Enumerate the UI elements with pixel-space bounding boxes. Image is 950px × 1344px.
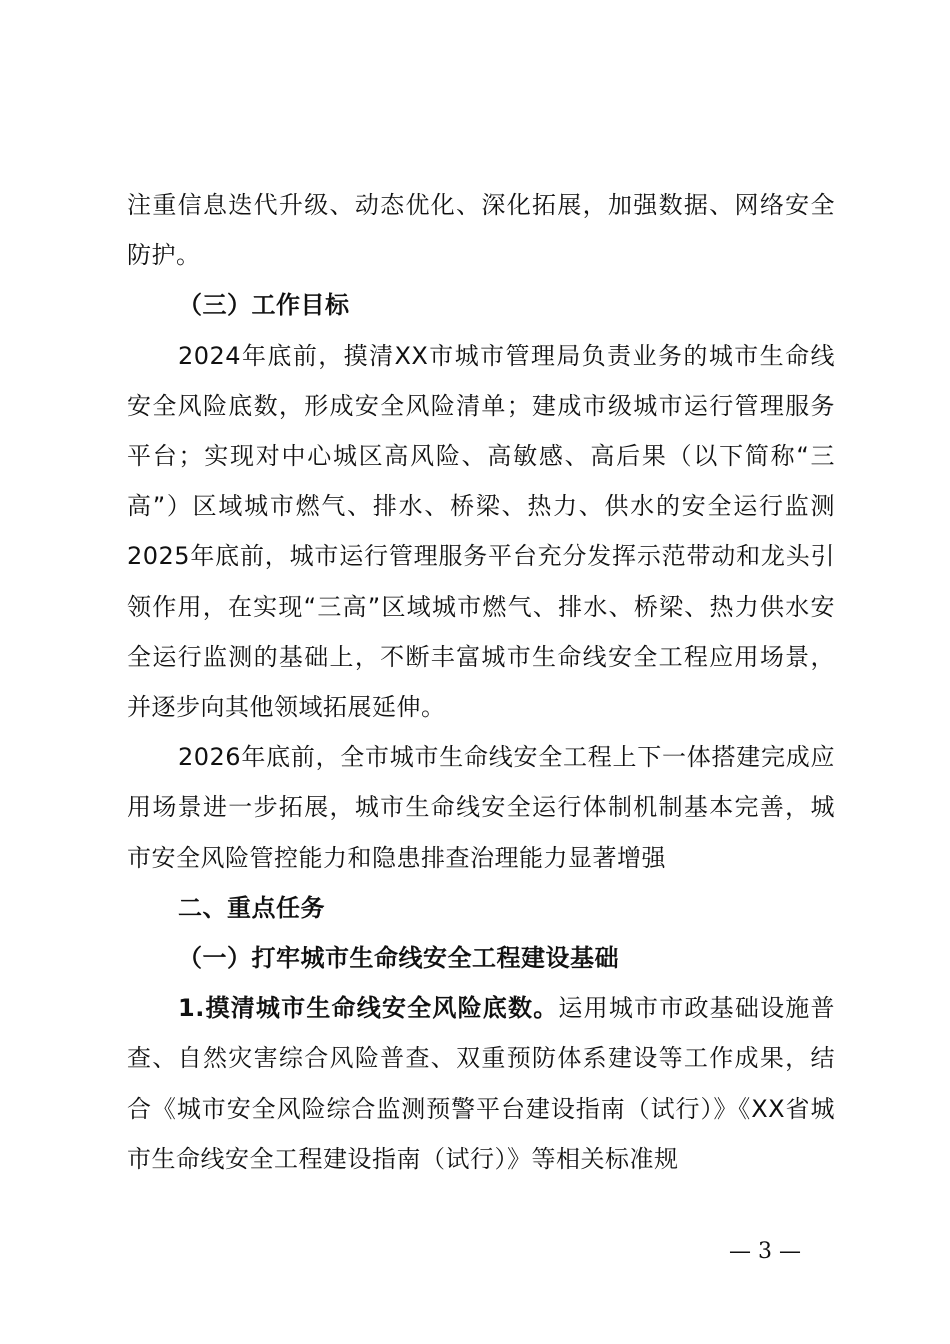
section-heading-foundation: （一）打牢城市生命线安全工程建设基础 xyxy=(178,944,619,973)
section-heading-work-goal: （三）工作目标 xyxy=(178,291,350,320)
document-body xyxy=(127,180,835,1184)
page-number: — 3 — xyxy=(729,1239,801,1264)
paragraph-task-1 xyxy=(127,983,835,1184)
paragraph-2024-goal: 2024年底前，摸清XX市城市管理局负责业务的城市生命线安全风险底数，形成安全风险清单；建成市级城市运行管理服务平台；实现对中心城区高风险、高敏感、高后果（以下简称“三高”）区域城市燃气、排水、桥梁、热力、供水的安全运行监测2025年底前，城市运行管理服务平台充分发挥示范带动和龙头引领作用，在实现“三高”区域城市燃气、排水、桥梁、热力供水安全运行监测的基础上，不断丰富城市生命线安全工程应用场景，并逐步向其他领域拓展延伸。 xyxy=(127,341,835,722)
task-1-body: 运用城市市政基础设施普查、自然灾害综合风险普查、双重预防体系建设等工作成果，结合《城市安全风险综合监测预警平台建设指南（试行）》《XX省城市生命线安全工程建设指南（试行）》等相关标准规 xyxy=(127,994,835,1173)
task-1-lead: 1.摸清城市生命线安全风险底数。 xyxy=(178,994,559,1023)
section-heading-key-tasks: 二、重点任务 xyxy=(178,893,325,922)
continuation-paragraph: 注重信息迭代升级、动态优化、深化拓展，加强数据、网络安全防护。 xyxy=(127,191,835,270)
paragraph-2026-goal: 2026年底前，全市城市生命线安全工程上下一体搭建完成应用场景进一步拓展，城市生命线安全运行体制机制基本完善，城市安全风险管控能力和隐患排查治理能力显著增强 xyxy=(127,743,835,872)
